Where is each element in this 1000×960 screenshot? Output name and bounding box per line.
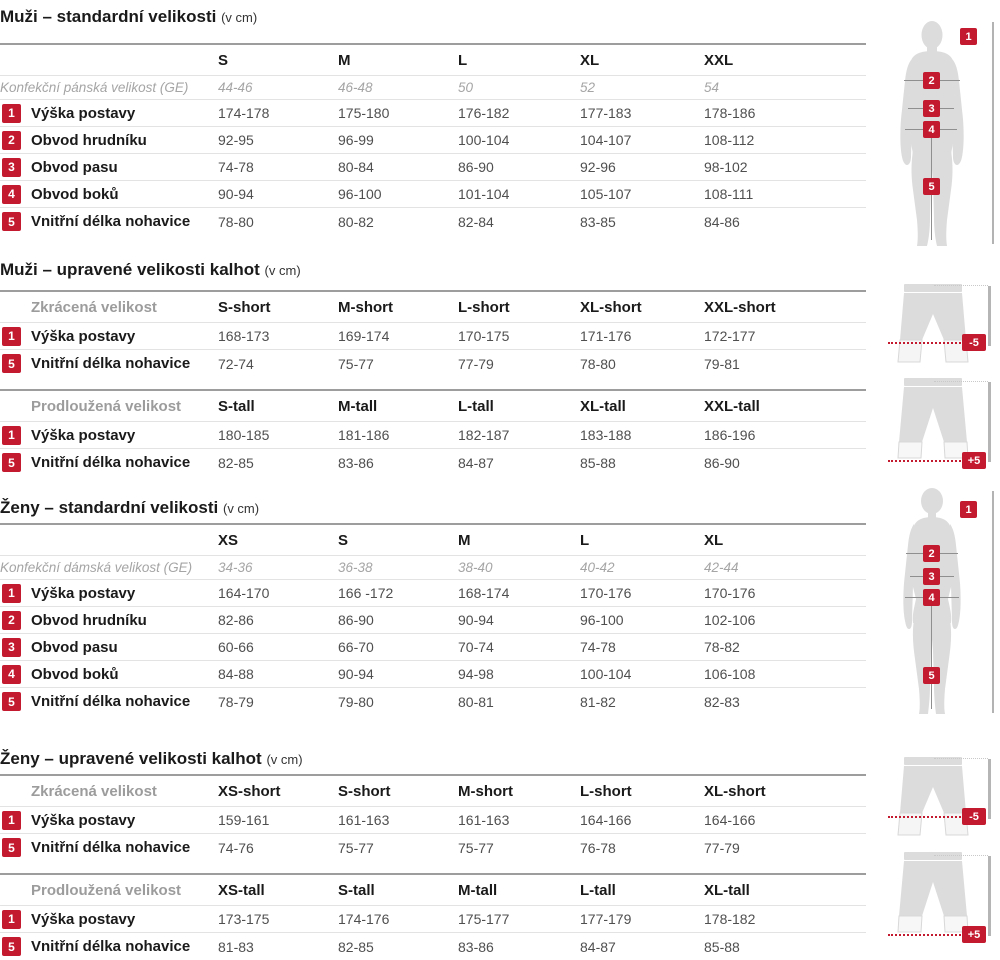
table-row [0, 449, 866, 476]
size-column-header: M [338, 51, 351, 69]
size-value-cell: 92-96 [580, 159, 616, 175]
measure-badge-4: 4 [923, 589, 940, 606]
table-row [0, 127, 866, 154]
size-column-header: L-short [458, 298, 510, 316]
men-standard-table [0, 43, 866, 235]
measure-label: Výška postavy [31, 584, 136, 602]
confection-size-row [0, 76, 866, 100]
size-value-cell: 74-78 [218, 159, 254, 175]
size-value-cell: 174-176 [338, 911, 390, 927]
size-value-cell: 108-111 [704, 186, 754, 202]
table-header-row [0, 875, 866, 906]
size-value-cell: 90-94 [218, 186, 254, 202]
size-value-cell: 172-177 [704, 328, 756, 344]
section-title-text: Ženy – upravené velikosti kalhot [0, 749, 262, 768]
size-column-header: S [218, 51, 229, 69]
size-value-cell: 178-182 [704, 911, 756, 927]
size-value-cell: 108-112 [704, 132, 755, 148]
size-value-cell: 171-176 [580, 328, 632, 344]
measure-label: Výška postavy [31, 910, 136, 928]
measure-label: Výška postavy [31, 426, 136, 444]
measure-badge-3: 3 [923, 568, 940, 585]
measure-badge-3: 3 [923, 100, 940, 117]
size-value-cell: 83-86 [338, 454, 374, 471]
size-column-header: M-short [458, 782, 513, 800]
size-column-header: XL-short [580, 298, 642, 316]
size-value-cell: 90-94 [458, 612, 494, 628]
shortened-cut-line [888, 342, 964, 344]
measure-label: Obvod pasu [31, 158, 118, 176]
measure-label: Vnitřní délka nohavice [31, 213, 191, 230]
table-row [0, 580, 866, 607]
measure-number-badge: 1 [2, 910, 21, 929]
women-tall-table [0, 873, 866, 960]
measure-label: Vnitřní délka nohavice [31, 355, 191, 372]
size-value-cell: 166 -172 [338, 585, 394, 601]
size-value-cell: 75-77 [338, 839, 374, 856]
table-row [0, 834, 866, 861]
extended-cut-line [888, 934, 964, 936]
confection-size-value: 34-36 [218, 560, 253, 575]
size-column-header: XS [218, 531, 239, 549]
size-value-cell: 186-196 [704, 427, 756, 443]
women-pants-tall-figure [886, 850, 1000, 946]
pants-short-icon [890, 757, 978, 843]
size-value-cell: 102-106 [704, 612, 756, 628]
size-value-cell: 84-88 [218, 666, 254, 682]
measure-number-badge: 5 [2, 937, 21, 956]
size-value-cell: 79-80 [338, 693, 374, 710]
size-column-header: XL-tall [704, 881, 750, 899]
measure-label: Vnitřní délka nohavice [31, 693, 191, 710]
women-body-figure [872, 487, 1000, 717]
size-value-cell: 94-98 [458, 666, 494, 682]
size-column-header: XXL-tall [704, 397, 760, 415]
confection-size-label: Konfekční dámská velikost (GE) [0, 560, 193, 575]
size-column-header: XL [580, 51, 600, 69]
section-title-text: Muži – standardní velikosti [0, 7, 217, 26]
table-row [0, 181, 866, 208]
measure-label: Obvod pasu [31, 638, 118, 656]
measure-label: Obvod boků [31, 185, 119, 203]
size-value-cell: 80-81 [458, 693, 494, 710]
size-column-header: L [458, 51, 468, 69]
inseam-line [931, 599, 932, 709]
size-value-cell: 76-78 [580, 839, 616, 856]
size-value-cell: 78-82 [704, 639, 740, 655]
table-header-row [0, 776, 866, 807]
variant-header-label: Prodloužená velikost [31, 881, 182, 899]
size-value-cell: 176-182 [458, 105, 510, 121]
size-value-cell: 80-84 [338, 159, 374, 175]
size-column-header: S-short [338, 782, 391, 800]
confection-size-value: 54 [704, 80, 720, 95]
size-column-header: L [580, 531, 590, 549]
confection-size-value: 46-48 [338, 80, 373, 95]
size-column-header: XS-short [218, 782, 281, 800]
measure-number-badge: 2 [2, 611, 21, 630]
size-value-cell: 90-94 [338, 666, 374, 682]
table-row [0, 323, 866, 350]
variant-header-label: Zkrácená velikost [31, 298, 157, 316]
size-value-cell: 78-80 [218, 213, 254, 230]
size-column-header: L-tall [458, 397, 494, 415]
men-pants-short-figure [886, 282, 1000, 374]
size-value-cell: 183-188 [580, 427, 632, 443]
table-row [0, 422, 866, 449]
size-value-cell: 82-83 [704, 693, 740, 710]
table-row [0, 208, 866, 235]
waist-guide-line [934, 285, 988, 286]
size-column-header: XXL-short [704, 298, 776, 316]
section-title-women-adjusted [0, 748, 866, 771]
measure-number-badge: 4 [2, 185, 21, 204]
size-column-header: L-tall [580, 881, 616, 899]
size-value-cell: 173-175 [218, 911, 270, 927]
measure-badge-5: 5 [923, 178, 940, 195]
women-short-table [0, 774, 866, 861]
measure-number-badge: 1 [2, 584, 21, 603]
size-value-cell: 75-77 [338, 355, 374, 372]
size-value-cell: 105-107 [580, 186, 632, 202]
size-value-cell: 96-100 [580, 612, 624, 628]
table-row [0, 906, 866, 933]
length-bar [988, 759, 991, 819]
measure-badge-2: 2 [923, 545, 940, 562]
size-value-cell: 101-104 [458, 186, 510, 202]
measure-number-badge: 4 [2, 665, 21, 684]
size-value-cell: 98-102 [704, 159, 748, 175]
size-value-cell: 85-88 [580, 454, 616, 471]
measure-number-badge: 1 [2, 104, 21, 123]
measure-badge-1: 1 [960, 501, 977, 518]
size-column-header: XS-tall [218, 881, 265, 899]
waist-guide-line [934, 855, 988, 856]
table-row [0, 607, 866, 634]
size-value-cell: 161-163 [458, 812, 510, 828]
size-value-cell: 82-85 [338, 938, 374, 955]
measure-label: Výška postavy [31, 811, 136, 829]
confection-size-label: Konfekční pánská velikost (GE) [0, 80, 189, 95]
section-title-men-adjusted [0, 259, 866, 282]
size-value-cell: 80-82 [338, 213, 374, 230]
size-value-cell: 77-79 [458, 355, 494, 372]
size-value-cell: 177-179 [580, 911, 632, 927]
table-row [0, 350, 866, 377]
size-value-cell: 168-173 [218, 328, 270, 344]
measure-number-badge: 5 [2, 692, 21, 711]
size-value-cell: 85-88 [704, 938, 740, 955]
size-value-cell: 164-170 [218, 585, 270, 601]
size-value-cell: 96-99 [338, 132, 374, 148]
size-value-cell: 104-107 [580, 132, 632, 148]
size-value-cell: 82-86 [218, 612, 254, 628]
height-line [992, 491, 994, 713]
size-value-cell: 175-180 [338, 105, 390, 121]
size-value-cell: 100-104 [458, 132, 510, 148]
size-column-header: M-short [338, 298, 393, 316]
confection-size-value: 52 [580, 80, 596, 95]
size-value-cell: 81-83 [218, 938, 254, 955]
size-value-cell: 175-177 [458, 911, 510, 927]
measure-number-badge: 2 [2, 131, 21, 150]
measure-badge-1: 1 [960, 28, 977, 45]
waist-guide-line [934, 381, 988, 382]
size-value-cell: 100-104 [580, 666, 632, 682]
size-value-cell: 106-108 [704, 666, 756, 682]
size-value-cell: 79-81 [704, 355, 740, 372]
measure-badge-4: 4 [923, 121, 940, 138]
measure-badge-5: 5 [923, 667, 940, 684]
section-title-women-standard [0, 497, 866, 520]
size-column-header: M [458, 531, 471, 549]
size-column-header: XL [704, 531, 724, 549]
measure-number-badge: 3 [2, 158, 21, 177]
size-value-cell: 74-78 [580, 639, 616, 655]
size-value-cell: 178-186 [704, 105, 756, 121]
size-value-cell: 182-187 [458, 427, 510, 443]
waist-guide-line [934, 758, 988, 759]
confection-size-value: 42-44 [704, 560, 739, 575]
measure-label: Výška postavy [31, 104, 136, 122]
section-title-text: Muži – upravené velikosti kalhot [0, 260, 260, 279]
men-pants-tall-figure [886, 376, 1000, 472]
size-value-cell: 82-84 [458, 213, 494, 230]
extended-cut-line [888, 460, 964, 462]
measure-number-badge: 5 [2, 838, 21, 857]
measure-number-badge: 1 [2, 811, 21, 830]
length-bar [988, 286, 991, 346]
minus5-badge: -5 [962, 334, 986, 351]
figures-column [866, 0, 1000, 956]
size-value-cell: 174-178 [218, 105, 270, 121]
measure-label: Vnitřní délka nohavice [31, 938, 191, 955]
confection-size-value: 50 [458, 80, 474, 95]
size-column-header: M-tall [458, 881, 498, 899]
size-value-cell: 78-79 [218, 693, 254, 710]
measure-label: Obvod hrudníku [31, 131, 147, 149]
size-value-cell: 159-161 [218, 812, 270, 828]
size-value-cell: 169-174 [338, 328, 390, 344]
size-value-cell: 70-74 [458, 639, 494, 655]
size-value-cell: 82-85 [218, 454, 254, 471]
size-value-cell: 83-85 [580, 213, 616, 230]
size-column-header: S-tall [338, 881, 375, 899]
size-value-cell: 86-90 [704, 454, 740, 471]
table-row [0, 807, 866, 834]
confection-size-value: 44-46 [218, 80, 253, 95]
men-short-table [0, 290, 866, 377]
size-column-header: L-short [580, 782, 632, 800]
size-value-cell: 60-66 [218, 639, 254, 655]
size-column-header: S-short [218, 298, 271, 316]
plus5-badge: +5 [962, 926, 986, 943]
plus5-badge: +5 [962, 452, 986, 469]
unit-label: (v cm) [266, 752, 303, 767]
size-value-cell: 170-176 [580, 585, 632, 601]
size-value-cell: 170-176 [704, 585, 756, 601]
measure-number-badge: 1 [2, 327, 21, 346]
measure-number-badge: 5 [2, 212, 21, 231]
size-column-header: M-tall [338, 397, 378, 415]
measure-label: Vnitřní délka nohavice [31, 454, 191, 471]
men-tall-table [0, 389, 866, 476]
variant-header-label: Prodloužená velikost [31, 397, 182, 415]
unit-label: (v cm) [264, 263, 301, 278]
size-value-cell: 75-77 [458, 839, 494, 856]
size-column-header: XL-short [704, 782, 766, 800]
size-value-cell: 161-163 [338, 812, 390, 828]
size-value-cell: 181-186 [338, 427, 390, 443]
unit-label: (v cm) [222, 501, 260, 516]
size-column-header: S [338, 531, 349, 549]
pants-short-icon [890, 284, 978, 370]
table-header-row [0, 292, 866, 323]
size-column-header: XL-tall [580, 397, 626, 415]
unit-label: (v cm) [221, 10, 258, 25]
height-line [992, 22, 994, 244]
size-value-cell: 170-175 [458, 328, 510, 344]
measure-number-badge: 1 [2, 426, 21, 445]
length-bar [988, 856, 991, 936]
measure-label: Obvod hrudníku [31, 611, 147, 629]
size-value-cell: 77-79 [704, 839, 740, 856]
men-body-figure [872, 20, 1000, 250]
shortened-cut-line [888, 816, 964, 818]
size-value-cell: 84-86 [704, 213, 740, 230]
size-value-cell: 180-185 [218, 427, 270, 443]
measure-label: Obvod boků [31, 665, 119, 683]
size-value-cell: 96-100 [338, 186, 382, 202]
size-value-cell: 81-82 [580, 693, 616, 710]
size-value-cell: 164-166 [580, 812, 632, 828]
size-value-cell: 86-90 [458, 159, 494, 175]
table-row [0, 154, 866, 181]
size-column-header: XXL [704, 51, 734, 69]
measure-number-badge: 5 [2, 453, 21, 472]
confection-size-value: 38-40 [458, 560, 493, 575]
size-value-cell: 72-74 [218, 355, 254, 372]
size-value-cell: 84-87 [580, 938, 616, 955]
confection-size-value: 40-42 [580, 560, 615, 575]
table-row [0, 634, 866, 661]
women-pants-short-figure [886, 755, 1000, 847]
table-row [0, 100, 866, 127]
women-standard-table [0, 523, 866, 715]
size-value-cell: 84-87 [458, 454, 494, 471]
table-row [0, 661, 866, 688]
length-bar [988, 382, 991, 462]
measure-badge-2: 2 [923, 72, 940, 89]
confection-size-value: 36-38 [338, 560, 373, 575]
size-value-cell: 177-183 [580, 105, 632, 121]
size-value-cell: 86-90 [338, 612, 374, 628]
table-header-row [0, 525, 866, 556]
measure-label: Vnitřní délka nohavice [31, 839, 191, 856]
measure-label: Výška postavy [31, 327, 136, 345]
table-row [0, 688, 866, 715]
section-title-text: Ženy – standardní velikosti [0, 498, 219, 517]
size-value-cell: 83-86 [458, 938, 494, 955]
measure-number-badge: 5 [2, 354, 21, 373]
size-value-cell: 164-166 [704, 812, 756, 828]
confection-size-row [0, 556, 866, 580]
measure-number-badge: 3 [2, 638, 21, 657]
section-title-men-standard [0, 6, 866, 29]
size-value-cell: 66-70 [338, 639, 374, 655]
size-value-cell: 168-174 [458, 585, 510, 601]
table-header-row [0, 45, 866, 76]
minus5-badge: -5 [962, 808, 986, 825]
size-column-header: S-tall [218, 397, 255, 415]
size-value-cell: 74-76 [218, 839, 254, 856]
table-header-row [0, 391, 866, 422]
size-value-cell: 92-95 [218, 132, 254, 148]
variant-header-label: Zkrácená velikost [31, 782, 157, 800]
size-value-cell: 78-80 [580, 355, 616, 372]
